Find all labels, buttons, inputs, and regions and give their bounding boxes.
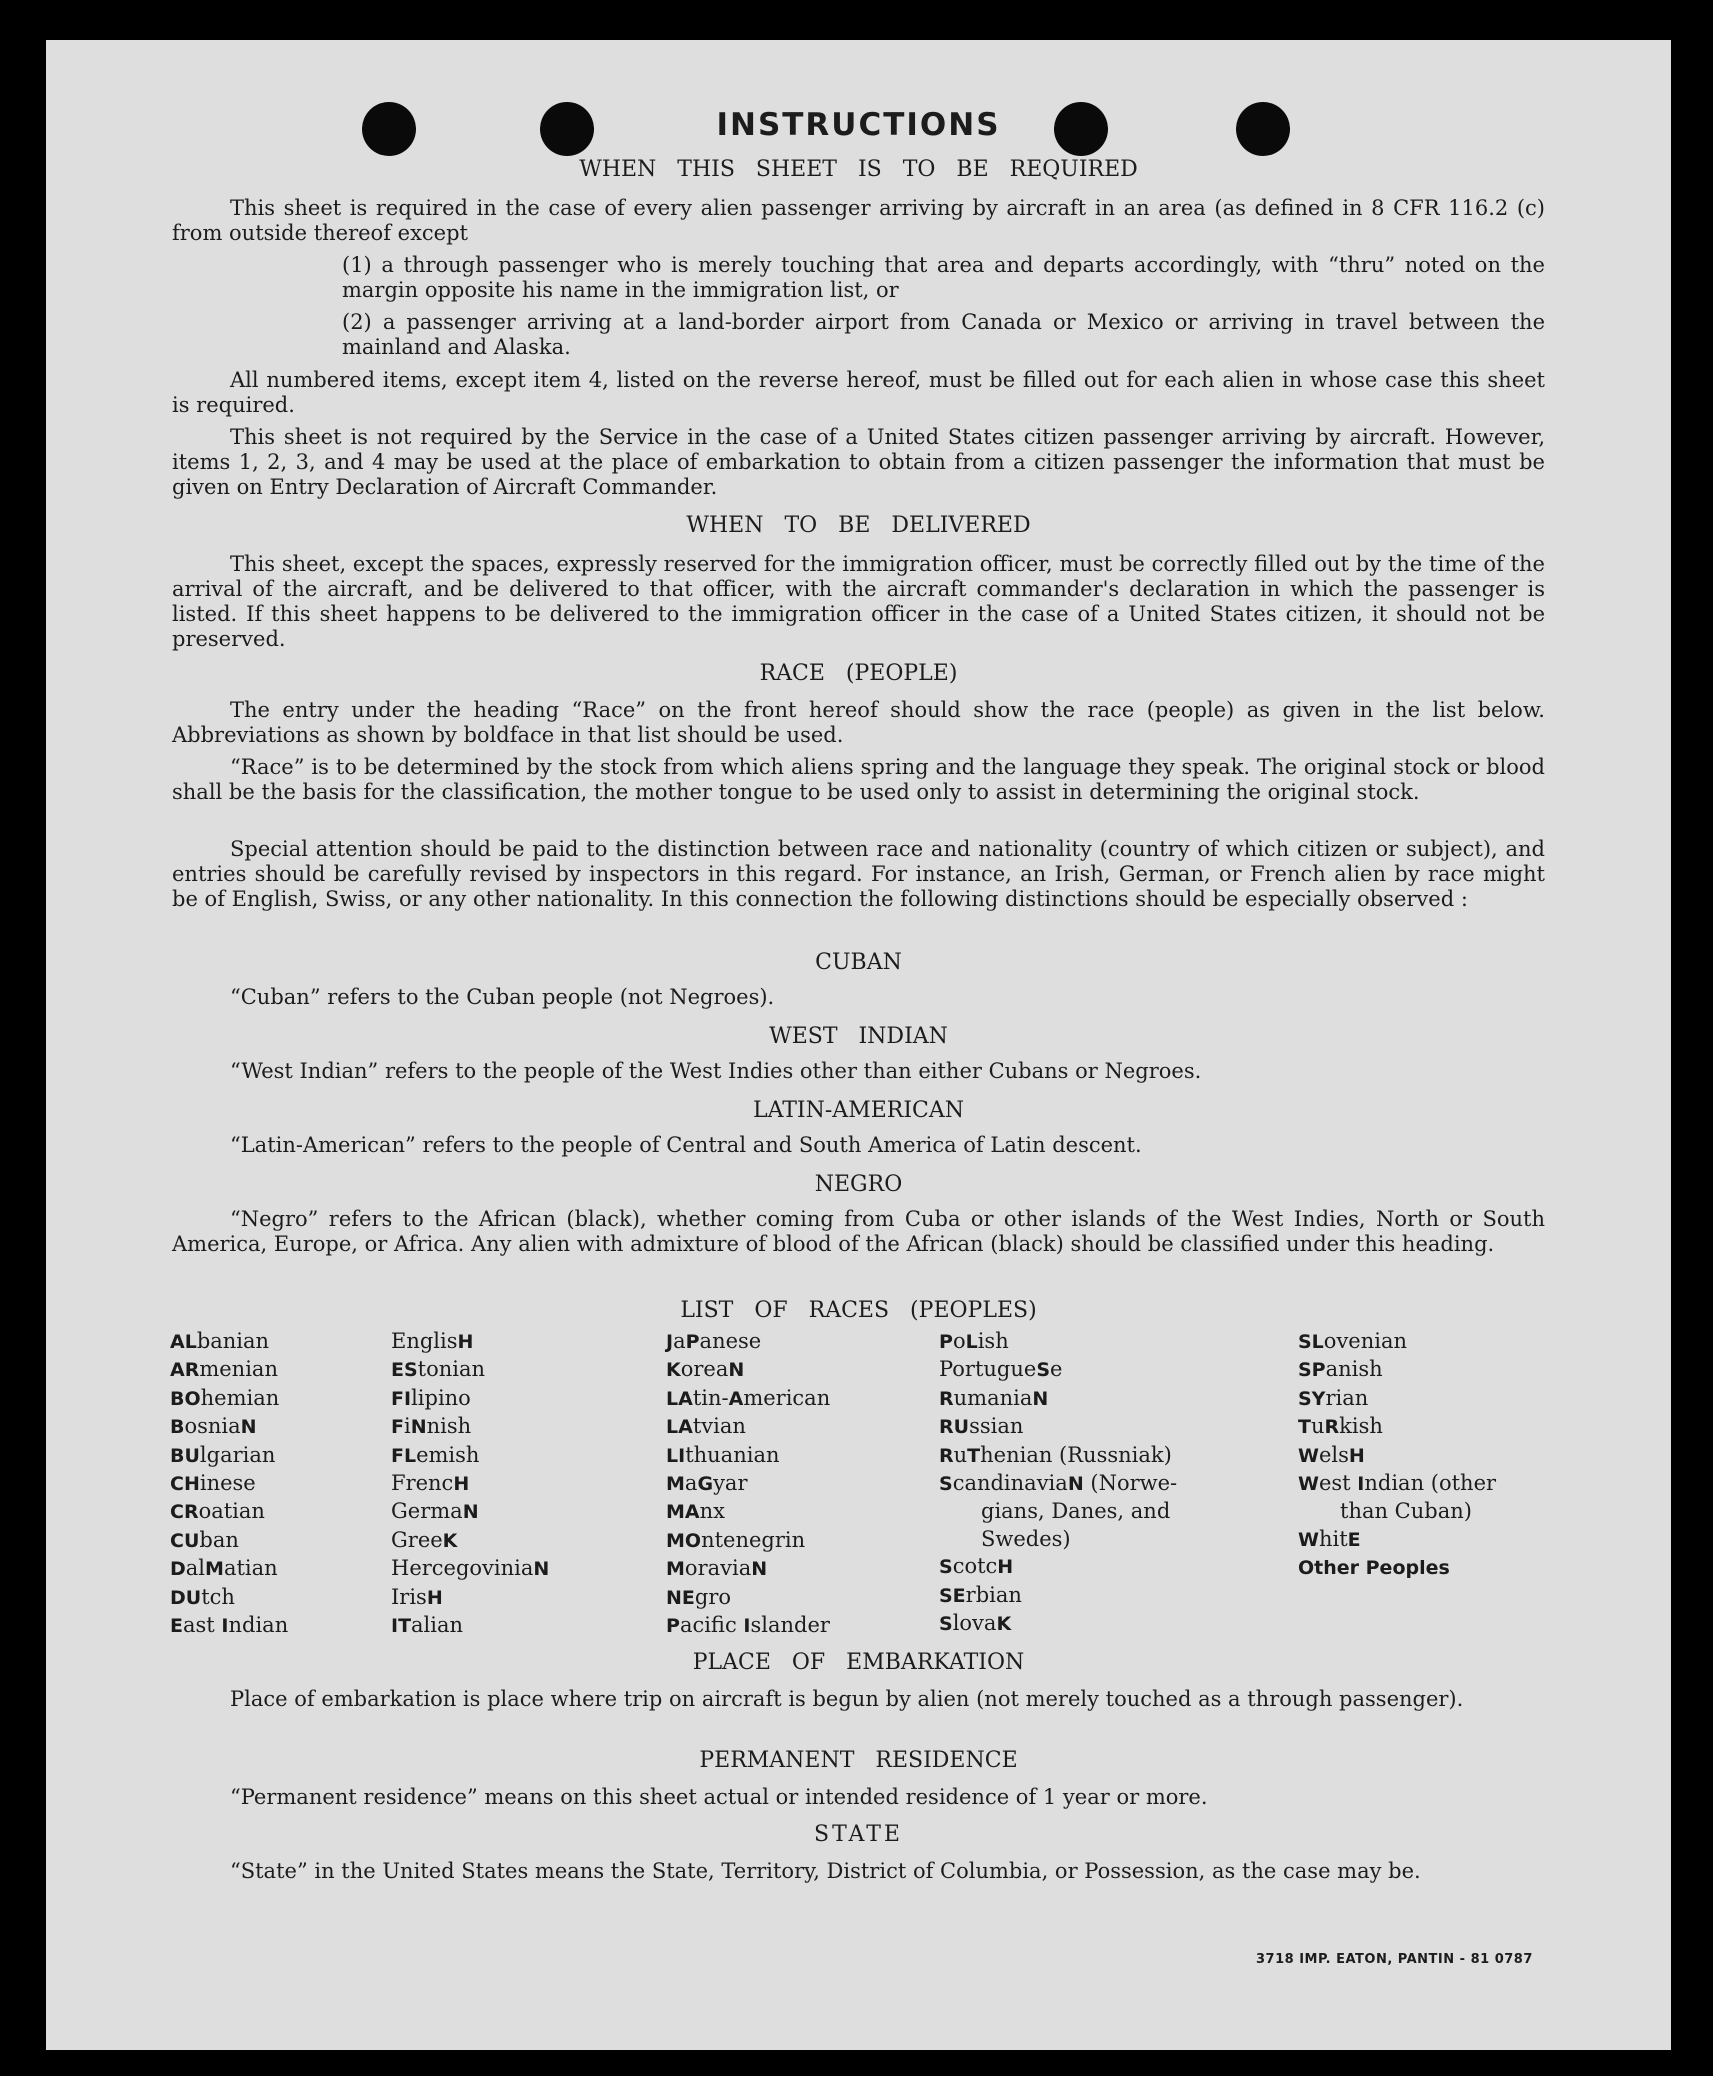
exception-item: (2) a passenger arriving at a land-border airport from Canada or Mexico or arriving in travel between the mainland and Alaska. [342, 310, 1545, 359]
race-item: PoLish [939, 1329, 1009, 1353]
race-item: PortugueSe [939, 1357, 1063, 1382]
race-item: MOntenegrin [666, 1527, 806, 1552]
race-item: CUban [170, 1527, 239, 1552]
section-heading: NEGRO [814, 1172, 903, 1197]
race-item: LAtin-American [666, 1385, 831, 1410]
paragraph: “State” in the United States means the State, Territory, District of Columbia, or Possession, as the case may be. [230, 1859, 1421, 1883]
section-heading: LATIN-AMERICAN [752, 1098, 965, 1123]
race-item: FrencH [391, 1471, 470, 1496]
paragraph: “Permanent residence” means on this sheet actual or intended residence of 1 year or more. [230, 1785, 1208, 1809]
race-item: BUlgarian [170, 1442, 276, 1467]
race-column [666, 1328, 830, 1640]
paragraph: “West Indian” refers to the people of the West Indies other than either Cubans or Negroes. [230, 1059, 1202, 1083]
race-item: CRoatian [170, 1499, 265, 1524]
race-item: SLovenian [1298, 1329, 1408, 1353]
race-item: RuThenian (Russniak) [939, 1442, 1172, 1467]
race-item: SlovaK [939, 1611, 1012, 1636]
race-item: IrisH [391, 1584, 443, 1609]
race-item: TuRkish [1298, 1414, 1383, 1439]
paragraph: “Race” is to be determined by the stock from which aliens spring and the language they speak. The original stock or blood shall be the basis for the classification, the mother tongue to be used only to assist in determining the original stock. [172, 755, 1545, 804]
race-item: FiNnish [391, 1414, 472, 1439]
race-item: WhitE [1298, 1526, 1361, 1551]
paragraph: This sheet is not required by the Service in the case of a United States citizen passenger arriving by aircraft. However, items 1, 2, 3, and 4 may be used at the place of embarkation to obtain from a citizen passenger the information that must be given on Entry Declaration of Aircraft Commander. [172, 425, 1545, 499]
paragraph: This sheet, except the spaces, expressly reserved for the immigration officer, must be correctly filled out by the time of the arrival of the aircraft, and be delivered to that officer, with the aircraft commander's declaration in which the passenger is listed. If this sheet happens to be delivered to the immigration officer in the case of a United States citizen, it should not be preserved. [172, 552, 1545, 651]
race-item: DalMatian [170, 1556, 278, 1581]
paragraph: All numbered items, except item 4, listed on the reverse hereof, must be filled out for each alien in whose case this sheet is required. [172, 368, 1545, 417]
race-item: ScandinaviaN (Norwe- gians, Danes, and Swedes) [939, 1471, 1178, 1551]
race-item: BOhemian [170, 1385, 280, 1410]
race-item: East Indian [170, 1613, 289, 1638]
race-item: SErbian [939, 1582, 1022, 1607]
race-item: EnglisH [391, 1329, 474, 1353]
section-heading: WHEN TO BE DELIVERED [686, 513, 1031, 538]
print-code: 3718 IMP. EATON, PANTIN - 81 0787 [1256, 1952, 1533, 1967]
race-item: ScotcH [939, 1554, 1014, 1579]
instruction-sheet [46, 40, 1671, 2050]
race-item: KoreaN [666, 1357, 745, 1382]
exception-item: (1) a through passenger who is merely touching that area and departs accordingly, with “thru” noted on the margin opposite his name in the immigration list, or [342, 253, 1545, 302]
race-item: Other Peoples [1298, 1557, 1450, 1580]
race-item: MaGyar [666, 1471, 748, 1496]
race-item: Pacific Islander [666, 1613, 830, 1638]
section-heading: WHEN THIS SHEET IS TO BE REQUIRED [579, 157, 1138, 182]
race-item: BosniaN [170, 1414, 257, 1439]
race-item: SPanish [1298, 1357, 1383, 1382]
paragraph: Place of embarkation is place where trip on aircraft is begun by alien (not merely touched as a through passenger). [230, 1687, 1464, 1711]
section-heading: LIST OF RACES (PEOPLES) [680, 1298, 1037, 1323]
race-item: GermaN [391, 1499, 479, 1524]
race-item: JaPanese [666, 1329, 762, 1353]
section-heading: WEST INDIAN [769, 1024, 948, 1049]
paragraph: The entry under the heading “Race” on the front hereof should show the race (people) as given in the list below. Abbreviations as shown by boldface in that list should be used. [172, 698, 1545, 747]
race-column [391, 1328, 549, 1640]
paragraph: Special attention should be paid to the distinction between race and nationality (country of which citizen or subject), and entries should be carefully revised by inspectors in this regard. For instance, an Irish, German, or French alien by race might be of English, Swiss, or any other nationality. In this connection the following distinctions should be especially observed : [172, 837, 1545, 911]
paragraph: This sheet is required in the case of every alien passenger arriving by aircraft in an area (as defined in 8 CFR 116.2 (c) from outside thereof except [172, 196, 1545, 245]
race-column [939, 1328, 1219, 1638]
paragraph: “Latin-American” refers to the people of Central and South America of Latin descent. [230, 1133, 1142, 1157]
race-item: MoraviaN [666, 1556, 768, 1581]
section-heading: PERMANENT RESIDENCE [699, 1748, 1018, 1773]
race-column [170, 1328, 288, 1640]
race-item: WelsH [1298, 1442, 1365, 1467]
race-item: ITalian [391, 1613, 464, 1638]
race-item: FLemish [391, 1442, 480, 1467]
race-item: EStonian [391, 1357, 486, 1382]
race-item: DUtch [170, 1584, 235, 1609]
race-item: ALbanian [170, 1329, 270, 1353]
race-item: RumaniaN [939, 1385, 1049, 1410]
race-item: West Indian (other than Cuban) [1298, 1471, 1497, 1524]
section-heading: STATE [814, 1822, 903, 1847]
paragraph: “Negro” refers to the African (black), whether coming from Cuba or other islands of the West Indies, North or South America, Europe, or Africa. Any alien with admixture of blood of the African (black) should be classified under this heading. [172, 1207, 1545, 1256]
section-heading: RACE (PEOPLE) [759, 661, 958, 686]
race-item: RUssian [939, 1414, 1024, 1439]
section-heading: CUBAN [815, 950, 902, 975]
race-item: FIlipino [391, 1385, 471, 1410]
section-heading: PLACE OF EMBARKATION [692, 1650, 1025, 1675]
race-item: CHinese [170, 1471, 256, 1496]
race-column [1298, 1328, 1543, 1583]
race-item: LIthuanian [666, 1442, 780, 1467]
race-item: NEgro [666, 1584, 732, 1609]
race-item: SYrian [1298, 1385, 1369, 1410]
race-item: LAtvian [666, 1414, 746, 1439]
race-item: GreeK [391, 1527, 458, 1552]
race-item: HercegoviniaN [391, 1556, 550, 1581]
race-item: ARmenian [170, 1357, 278, 1382]
page-title: INSTRUCTIONS [716, 107, 1001, 143]
race-item: MAnx [666, 1499, 725, 1524]
paragraph: “Cuban” refers to the Cuban people (not Negroes). [230, 985, 775, 1009]
